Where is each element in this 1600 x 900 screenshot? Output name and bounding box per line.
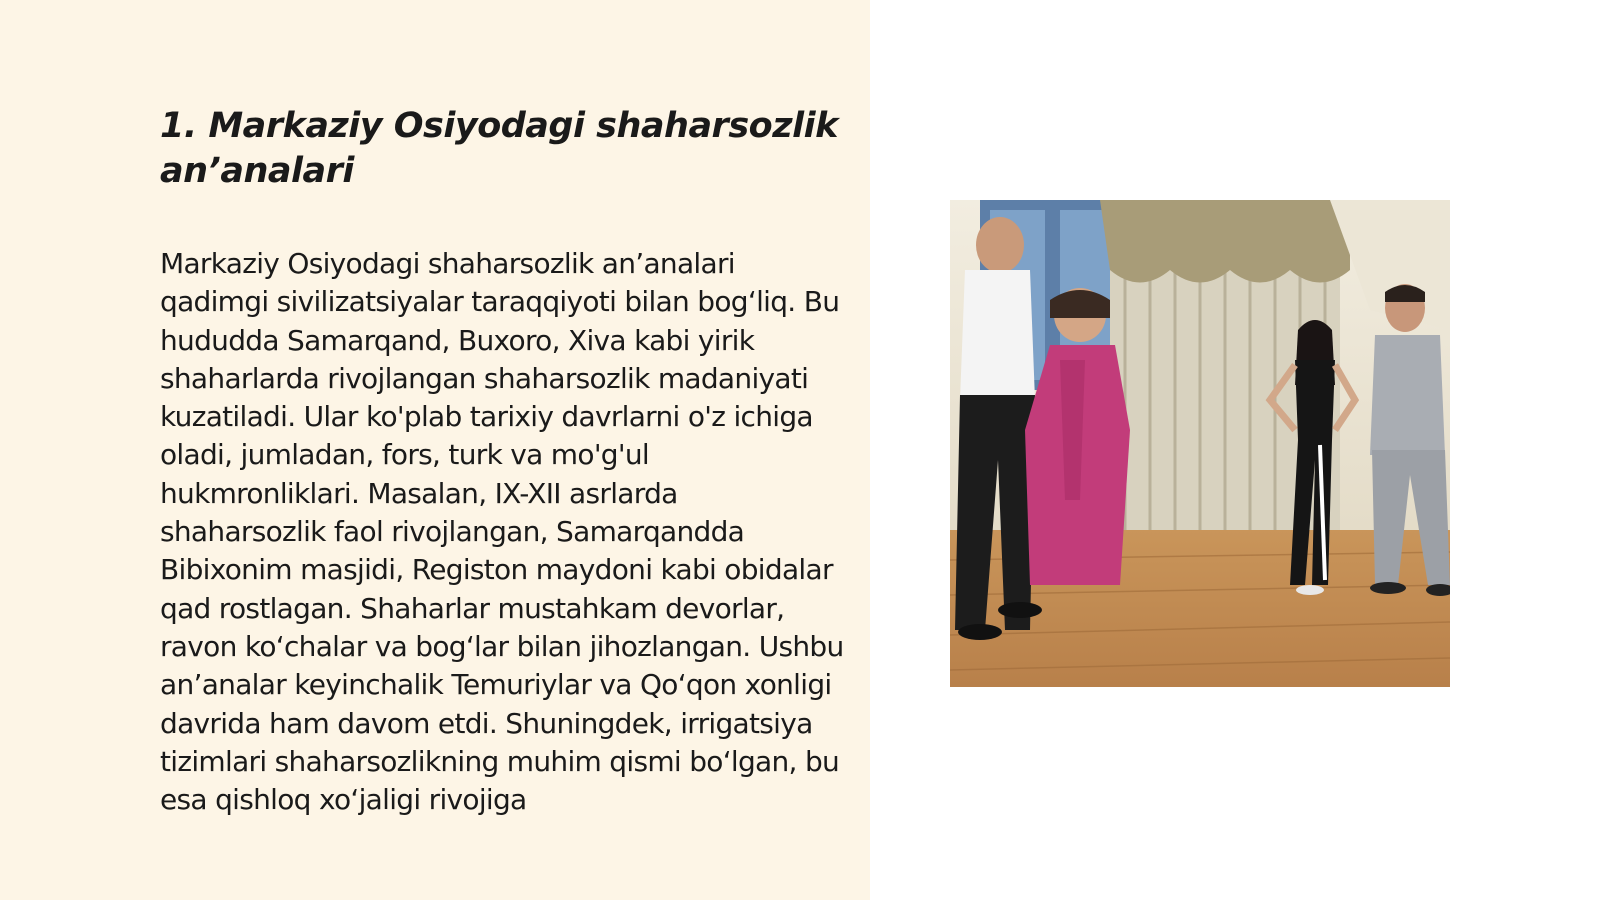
valance [1100,200,1350,283]
slide-body-text: Markaziy Osiyodagi shaharsozlik an’analari qadimgi sivilizatsiyalar taraqqiyoti bilan bog‘liq. Bu hududda Samarqand, Buxoro, Xiva kabi yirik shaharlarda rivojlangan shaharsozlik madaniyati kuzatiladi. Ular ko'plab tarixiy davrlarni o'z ichiga oladi, jumladan, fors, turk va mo'g'ul hukmronliklari. Masalan, IX-XII asrlarda shaharsozlik faol rivojlangan, Samarqandda Bibixonim masjidi, Registon maydoni kabi obidalar qad rostlagan. Shaharlar mustahkam devorlar, ravon ko‘chalar va bog‘lar bilan jihozlangan. Ushbu an’analar keyinchalik Temuriylar va Qo‘qon xonligi davrida ham davom etdi. Shuningdek, irrigatsiya tizimlari shaharsozlikning muhim qismi bo‘lgan, bu esa qishloq xo‘jaligi rivojiga [160,247,844,817]
photo [950,200,1450,687]
slide-title: 1. Markaziy Osiyodagi shaharsozlik an’analari [160,106,838,191]
photo-illustration [950,200,1450,687]
